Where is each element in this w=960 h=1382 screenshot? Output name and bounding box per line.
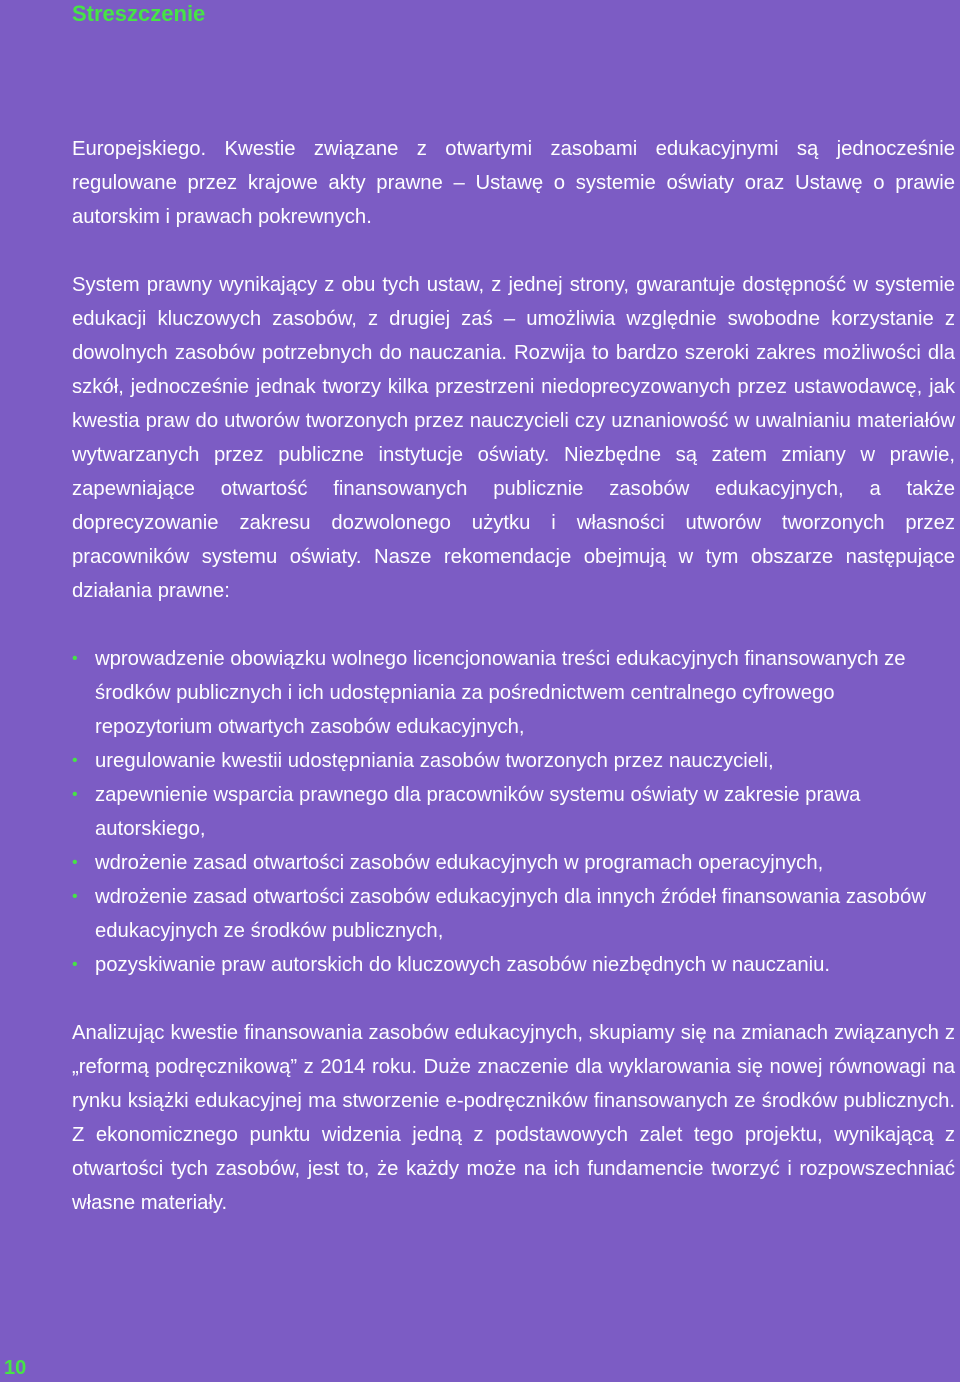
paragraph-legal-system: System prawny wynikający z obu tych ustaw, z jednej strony, gwarantuje dostępność w systemie edukacji kluczowych zasobów, z drugiej zaś – umożliwia względnie swobodne korzystanie z dowolnych zasobów potrzebnych do nauczania. Rozwija to bardzo szeroki zakres możliwości dla szkół, jednocześnie jednak tworzy kilka przestrzeni niedoprecyzowanych przez ustawodawcę, jak kwestia praw do utworów tworzonych przez nauczycieli czy uznaniowość w uwalnianiu materiałów wytwarzanych przez publiczne instytucje oświaty. Niezbędne są zatem zmiany w prawie, zapewniające otwartość finansowanych publicznie zasobów edukacyjnych, a także doprecyzowanie zakresu dozwolonego użytku i własności utworów tworzonych przez pracowników systemu oświaty. Nasze rekomendacje obejmują w tym obszarze następujące działania prawne:: [72, 274, 955, 602]
paragraph-intro: Europejskiego. Kwestie związane z otwartymi zasobami edukacyjnymi są jednocześnie regulowane przez krajowe akty prawne – Ustawę o systemie oświaty oraz Ustawę o prawie autorskim i prawach pokrewnych.: [72, 138, 955, 228]
bullet-icon: •: [72, 888, 78, 905]
recommendations-list: [72, 642, 955, 982]
section-title: Streszczenie: [72, 1, 206, 26]
list-item-text: wdrożenie zasad otwartości zasobów edukacyjnych w programach operacyjnych,: [95, 852, 824, 874]
paragraph-financing: Analizując kwestie finansowania zasobów edukacyjnych, skupiamy się na zmianach związanych z „reformą podręcznikową” z 2014 roku. Duże znaczenie dla wyklarowania się nowej równowagi na rynku książki edukacyjnej ma stworzenie e-podręczników finansowanych ze środków publicznych. Z ekonomicznego punktu widzenia jedną z podstawowych zalet tego projektu, wynikającą z otwartości tych zasobów, jest to, że każdy może na ich fundamencie tworzyć i rozpowszechniać własne materiały.: [72, 1022, 955, 1214]
list-item-text: zapewnienie wsparcia prawnego dla pracowników systemu oświaty w zakresie prawa autorskiego,: [95, 784, 861, 840]
bullet-icon: •: [72, 752, 78, 769]
main-content: [72, 132, 955, 1220]
list-item-text: wdrożenie zasad otwartości zasobów edukacyjnych dla innych źródeł finansowania zasobów edukacyjnych ze środków publicznych,: [95, 886, 926, 942]
bullet-icon: •: [72, 956, 78, 973]
list-item: [72, 948, 955, 982]
list-item: [72, 778, 955, 846]
list-item-text: uregulowanie kwestii udostępniania zasobów tworzonych przez nauczycieli,: [95, 750, 774, 772]
list-item-text: wprowadzenie obowiązku wolnego licencjonowania treści edukacyjnych finansowanych ze środków publicznych i ich udostępniania za pośrednictwem centralnego cyfrowego repozytorium otwartych zasobów edukacyjnych,: [95, 648, 906, 738]
list-item: [72, 744, 955, 778]
list-item: [72, 642, 955, 744]
list-item: [72, 880, 955, 948]
list-item-text: pozyskiwanie praw autorskich do kluczowych zasobów niezbędnych w nauczaniu.: [95, 954, 831, 976]
list-item: [72, 846, 955, 880]
bullet-icon: •: [72, 650, 78, 667]
bullet-icon: •: [72, 786, 78, 803]
page-number: 10: [4, 1357, 27, 1379]
bullet-icon: •: [72, 854, 78, 871]
